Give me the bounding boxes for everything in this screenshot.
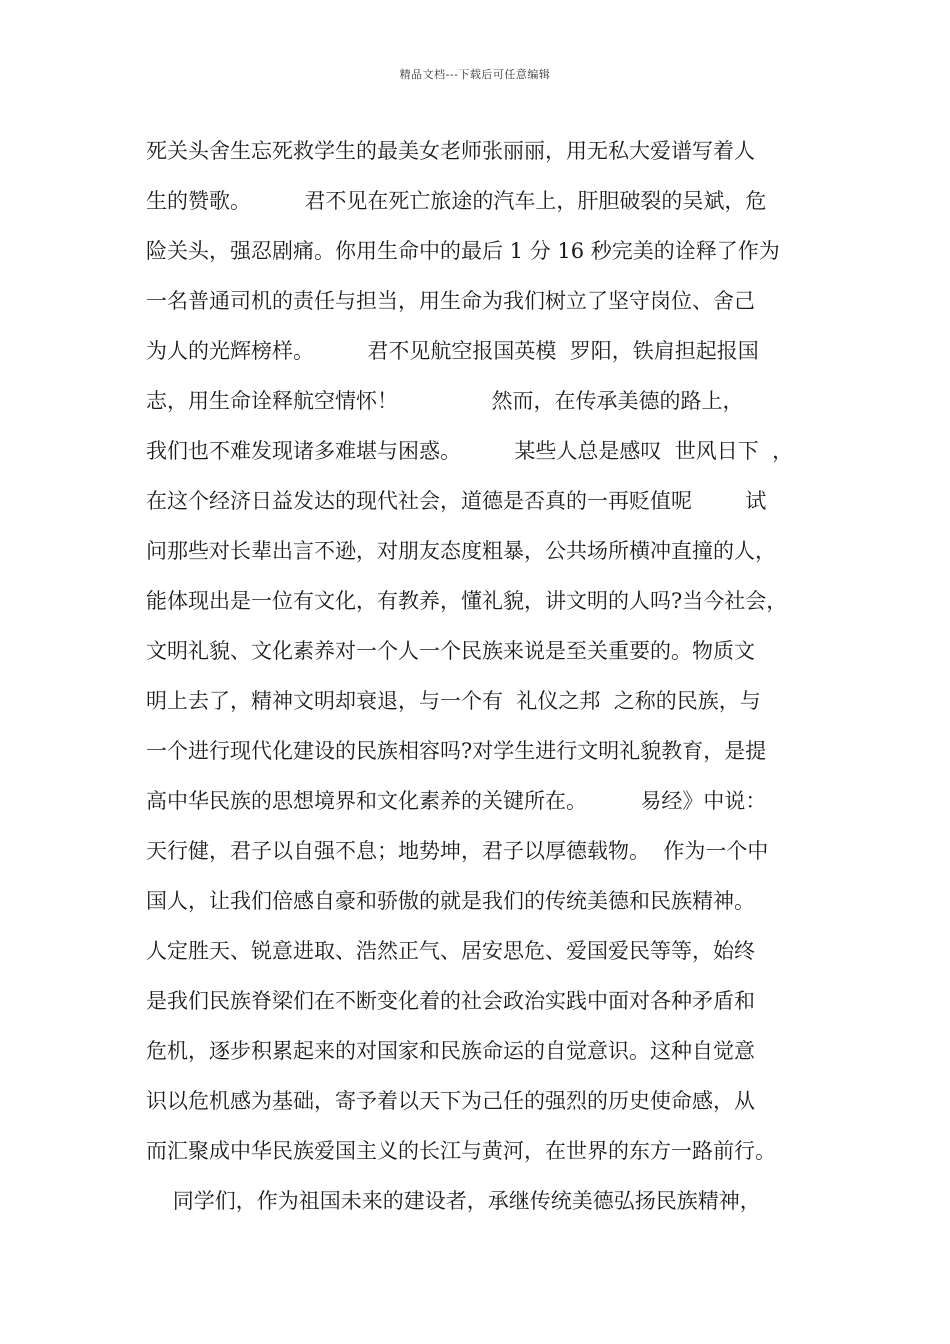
text-line: 明上去了，精神文明却衰退，与一个有 礼仪之邦 之称的民族，与 bbox=[146, 689, 761, 713]
text-line: 生的赞歌。 君不见在死亡旅途的汽车上，肝胆破裂的吴斌，危 bbox=[146, 189, 767, 213]
text-line: 为人的光辉榜样。 君不见航空报国英模 罗阳，铁肩担起报国 bbox=[146, 339, 759, 363]
page-header: 精品文档---下载后可任意编辑 bbox=[399, 68, 551, 81]
text-line: 国人，让我们倍感自豪和骄傲的就是我们的传统美德和民族精神。 bbox=[146, 889, 755, 913]
text-line: 识以危机感为基础，寄予着以天下为己任的强烈的历史使命感，从 bbox=[146, 1089, 755, 1113]
text-line: 人定胜天、锐意进取、浩然正气、居安思危、爱国爱民等等，始终 bbox=[146, 939, 755, 963]
text-line: 同学们，作为祖国未来的建设者，承继传统美德弘扬民族精神， bbox=[146, 1189, 761, 1213]
text-line: 能体现出是一位有文化，有教养，懂礼貌，讲文明的人吗?当今社会， bbox=[146, 589, 788, 613]
text-line: 我们也不难发现诸多难堪与困惑。 某些人总是感叹 世风日下 ， bbox=[146, 439, 794, 463]
text-line: 天行健，君子以自强不息；地势坤，君子以厚德载物。 作为一个中 bbox=[146, 839, 769, 863]
text-line: 在这个经济日益发达的现代社会，道德是否真的一再贬值呢 试 bbox=[146, 489, 767, 513]
text-line: 危机，逐步积累起来的对国家和民族命运的自觉意识。这种自觉意 bbox=[146, 1039, 755, 1063]
text-line: 志，用生命诠释航空情怀！ 然而，在传承美德的路上， bbox=[146, 389, 744, 413]
text-line: 险关头，强忍剧痛。你用生命中的最后 1 分 16 秒完美的诠释了作为 bbox=[146, 239, 780, 263]
text-line: 一名普通司机的责任与担当，用生命为我们树立了坚守岗位、舍己 bbox=[146, 289, 755, 313]
text-line: 问那些对长辈出言不逊，对朋友态度粗暴，公共场所横冲直撞的人， bbox=[146, 539, 776, 563]
text-line: 文明礼貌、文化素养对一个人一个民族来说是至关重要的。物质文 bbox=[146, 639, 755, 663]
text-line: 是我们民族脊梁们在不断变化着的社会政治实践中面对各种矛盾和 bbox=[146, 989, 755, 1013]
text-line: 一个进行现代化建设的民族相容吗?对学生进行文明礼貌教育，是提 bbox=[146, 739, 767, 763]
text-line: 高中华民族的思想境界和文化素养的关键所在。 易经》中说： bbox=[146, 789, 767, 813]
text-line: 死关头舍生忘死救学生的最美女老师张丽丽，用无私大爱谱写着人 bbox=[146, 139, 755, 163]
text-line: 而汇聚成中华民族爱国主义的长江与黄河，在世界的东方一路前行。 bbox=[146, 1139, 776, 1163]
body-text bbox=[146, 133, 836, 1233]
